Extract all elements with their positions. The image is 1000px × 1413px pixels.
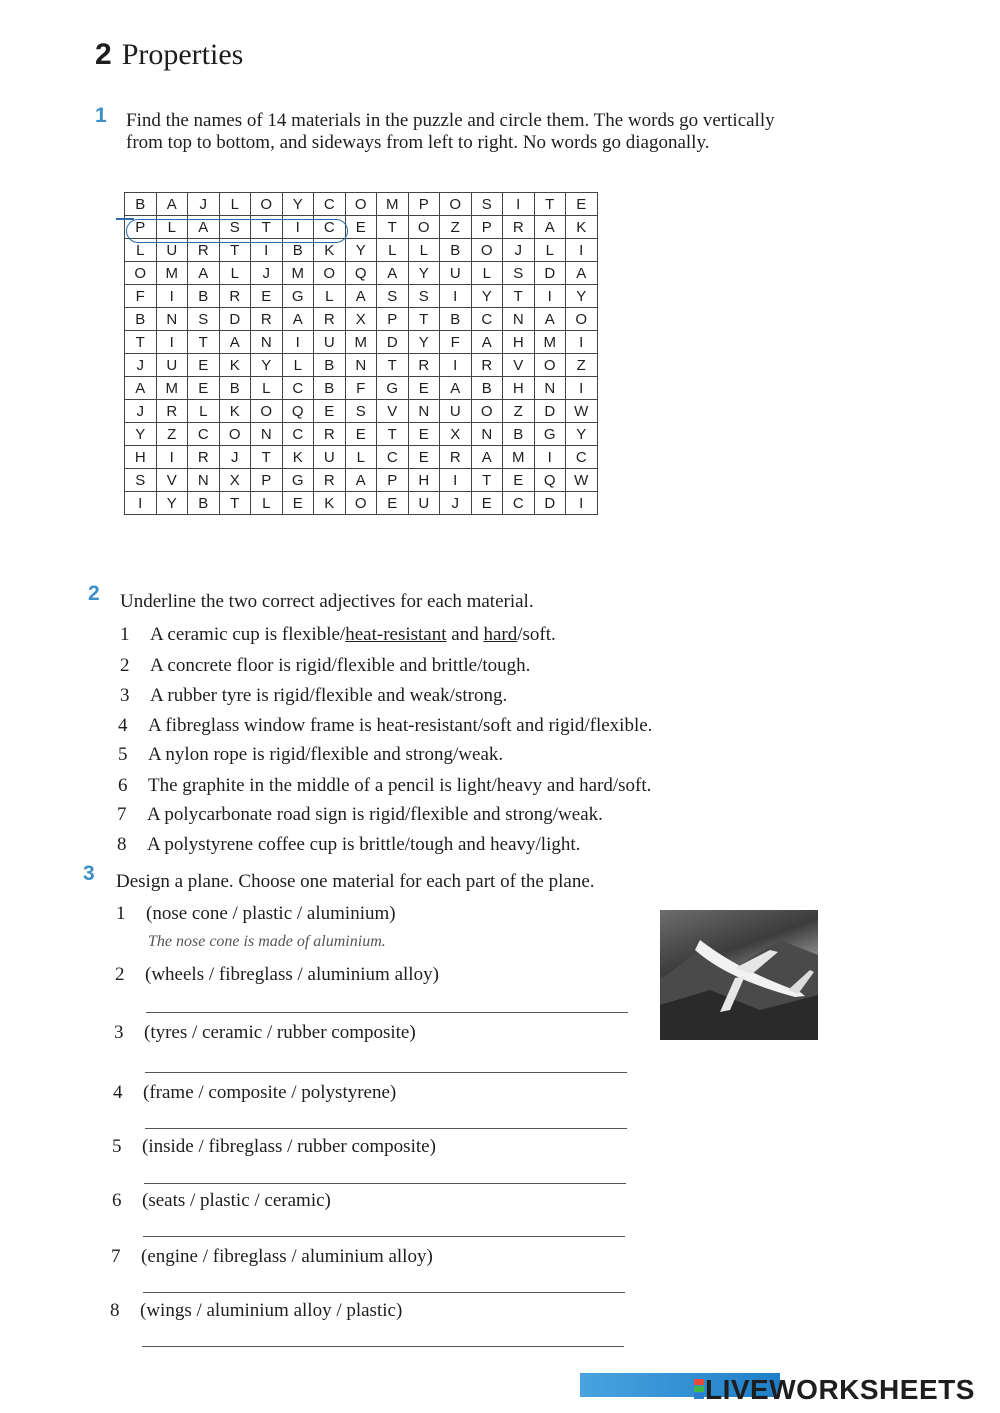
grid-cell[interactable]: B [188, 492, 220, 515]
grid-row [125, 308, 598, 331]
answer-line-8[interactable] [142, 1346, 624, 1347]
grid-cell[interactable]: R [219, 285, 251, 308]
grid-cell[interactable]: Z [440, 216, 472, 239]
grid-cell[interactable]: L [408, 239, 440, 262]
grid-cell[interactable]: I [534, 285, 566, 308]
grid-cell[interactable]: S [408, 285, 440, 308]
item-text: (nose cone / plastic / aluminium) [146, 903, 396, 924]
grid-cell[interactable]: C [282, 377, 314, 400]
grid-cell[interactable]: R [251, 308, 283, 331]
grid-cell[interactable]: V [156, 469, 188, 492]
item-text: (wheels / fibreglass / aluminium alloy) [145, 964, 439, 985]
grid-cell[interactable]: J [125, 354, 157, 377]
grid-cell[interactable]: K [314, 239, 346, 262]
grid-row [125, 423, 598, 446]
grid-cell[interactable]: K [219, 400, 251, 423]
grid-cell[interactable]: C [471, 308, 503, 331]
item-number: 5 [118, 744, 128, 765]
grid-cell[interactable]: Z [156, 423, 188, 446]
grid-cell[interactable]: I [440, 469, 472, 492]
grid-cell[interactable]: E [471, 492, 503, 515]
grid-cell[interactable]: B [219, 377, 251, 400]
grid-cell[interactable]: P [471, 216, 503, 239]
grid-cell[interactable]: L [156, 216, 188, 239]
grid-cell[interactable]: N [188, 469, 220, 492]
grid-cell[interactable]: R [314, 423, 346, 446]
grid-cell[interactable]: N [408, 400, 440, 423]
item-number: 1 [120, 624, 130, 645]
grid-cell[interactable]: G [377, 377, 409, 400]
grid-cell[interactable]: U [156, 354, 188, 377]
grid-cell[interactable]: A [440, 377, 472, 400]
grid-cell[interactable]: O [251, 400, 283, 423]
grid-cell[interactable]: L [219, 262, 251, 285]
grid-cell[interactable]: U [314, 446, 346, 469]
grid-cell[interactable]: D [377, 331, 409, 354]
grid-cell[interactable]: J [188, 193, 220, 216]
grid-cell[interactable]: U [440, 262, 472, 285]
grid-cell[interactable]: D [534, 492, 566, 515]
circle-stroke-tail [116, 218, 134, 220]
grid-cell[interactable]: U [314, 331, 346, 354]
grid-cell[interactable]: Y [251, 354, 283, 377]
grid-cell[interactable]: G [282, 469, 314, 492]
grid-cell[interactable]: U [408, 492, 440, 515]
section-number: 2 [95, 38, 112, 71]
grid-cell[interactable]: K [314, 492, 346, 515]
grid-cell[interactable]: N [471, 423, 503, 446]
grid-cell[interactable]: A [534, 216, 566, 239]
grid-cell[interactable]: C [314, 193, 346, 216]
grid-cell[interactable]: P [125, 216, 157, 239]
grid-cell[interactable]: N [156, 308, 188, 331]
grid-cell[interactable]: B [282, 239, 314, 262]
grid-cell[interactable]: D [534, 400, 566, 423]
grid-cell[interactable]: B [125, 193, 157, 216]
grid-row [125, 469, 598, 492]
item-number: 7 [111, 1246, 121, 1267]
grid-cell[interactable]: A [282, 308, 314, 331]
grid-cell[interactable]: X [345, 308, 377, 331]
grid-cell[interactable]: L [125, 239, 157, 262]
grid-cell[interactable]: L [282, 354, 314, 377]
item-text: A concrete floor is rigid/flexible and brittle/tough. [150, 655, 531, 676]
grid-cell[interactable]: Y [408, 262, 440, 285]
answer-line-3[interactable] [145, 1072, 627, 1073]
item-text: (inside / fibreglass / rubber composite) [142, 1136, 436, 1157]
grid-cell[interactable]: O [566, 308, 598, 331]
grid-cell[interactable]: C [282, 423, 314, 446]
plane-icon [660, 910, 818, 1040]
grid-cell[interactable]: R [188, 446, 220, 469]
item-number: 8 [110, 1300, 120, 1321]
grid-cell[interactable]: F [345, 377, 377, 400]
grid-cell[interactable]: A [188, 262, 220, 285]
grid-cell[interactable]: G [282, 285, 314, 308]
grid-cell[interactable]: B [314, 354, 346, 377]
grid-cell[interactable]: H [125, 446, 157, 469]
grid-cell[interactable]: E [188, 377, 220, 400]
item-text: A ceramic cup is flexible/heat-resistant and hard/soft. [150, 624, 556, 645]
grid-cell[interactable]: A [156, 193, 188, 216]
grid-cell[interactable]: T [408, 308, 440, 331]
grid-cell[interactable]: B [503, 423, 535, 446]
grid-cell[interactable]: L [471, 262, 503, 285]
grid-cell[interactable]: S [219, 216, 251, 239]
grid-cell[interactable]: B [471, 377, 503, 400]
grid-cell[interactable]: Y [125, 423, 157, 446]
grid-cell[interactable]: R [408, 354, 440, 377]
exercise-3-number: 3 [83, 862, 95, 885]
grid-cell[interactable]: Y [156, 492, 188, 515]
grid-cell[interactable]: Q [345, 262, 377, 285]
item-number: 6 [112, 1190, 122, 1211]
grid-cell[interactable]: O [534, 354, 566, 377]
grid-row [125, 262, 598, 285]
grid-cell[interactable]: A [188, 216, 220, 239]
grid-cell[interactable]: T [503, 285, 535, 308]
exercise-2-number: 2 [88, 582, 100, 605]
grid-cell[interactable]: M [156, 262, 188, 285]
grid-cell[interactable]: A [219, 331, 251, 354]
plastic-circle-mark [126, 219, 348, 243]
grid-cell[interactable]: R [314, 469, 346, 492]
grid-row [125, 377, 598, 400]
grid-cell[interactable]: T [534, 193, 566, 216]
item-text: The graphite in the middle of a pencil is light/heavy and hard/soft. [148, 775, 652, 796]
grid-cell[interactable]: O [251, 193, 283, 216]
grid-cell[interactable]: C [566, 446, 598, 469]
grid-cell[interactable]: I [282, 331, 314, 354]
grid-cell[interactable]: I [251, 239, 283, 262]
grid-cell[interactable]: O [219, 423, 251, 446]
grid-cell[interactable]: P [408, 193, 440, 216]
grid-cell[interactable]: B [314, 377, 346, 400]
grid-cell[interactable]: S [188, 308, 220, 331]
grid-cell[interactable]: N [345, 354, 377, 377]
grid-cell[interactable]: E [345, 423, 377, 446]
grid-cell[interactable]: Y [345, 239, 377, 262]
grid-cell[interactable]: O [125, 262, 157, 285]
grid-cell[interactable]: A [345, 285, 377, 308]
grid-cell[interactable]: C [314, 216, 346, 239]
item-text: (seats / plastic / ceramic) [142, 1190, 331, 1211]
grid-row [125, 354, 598, 377]
grid-cell[interactable]: A [377, 262, 409, 285]
grid-cell[interactable]: M [282, 262, 314, 285]
grid-cell[interactable]: P [377, 469, 409, 492]
grid-cell[interactable]: D [219, 308, 251, 331]
grid-cell[interactable]: E [282, 492, 314, 515]
grid-cell[interactable]: L [188, 400, 220, 423]
underlined-answer: heat-resistant [345, 624, 447, 645]
grid-cell[interactable]: C [377, 446, 409, 469]
grid-cell[interactable]: K [219, 354, 251, 377]
grid-cell[interactable]: C [503, 492, 535, 515]
grid-cell[interactable]: O [471, 239, 503, 262]
liveworksheets-logo-icon [694, 1379, 704, 1399]
grid-cell[interactable]: K [566, 216, 598, 239]
grid-cell[interactable]: O [345, 492, 377, 515]
grid-cell[interactable]: O [345, 193, 377, 216]
grid-cell[interactable]: R [314, 308, 346, 331]
grid-cell[interactable]: Z [566, 354, 598, 377]
grid-cell[interactable]: B [125, 308, 157, 331]
grid-cell[interactable]: A [566, 262, 598, 285]
grid-cell[interactable]: Y [471, 285, 503, 308]
exercise-3-instruction: Design a plane. Choose one material for each part of the plane. [116, 871, 595, 892]
item-text: (wings / aluminium alloy / plastic) [140, 1300, 403, 1321]
grid-cell[interactable]: T [471, 469, 503, 492]
item-number: 2 [120, 655, 130, 676]
item-number: 3 [120, 685, 130, 706]
grid-cell[interactable]: L [345, 446, 377, 469]
grid-cell[interactable]: L [251, 492, 283, 515]
grid-cell[interactable]: Y [566, 285, 598, 308]
grid-cell[interactable]: N [251, 331, 283, 354]
grid-cell[interactable]: J [251, 262, 283, 285]
grid-cell[interactable]: T [377, 423, 409, 446]
grid-cell[interactable]: I [440, 285, 472, 308]
grid-cell[interactable]: L [377, 239, 409, 262]
grid-cell[interactable]: Q [282, 400, 314, 423]
item-text: (tyres / ceramic / rubber composite) [144, 1022, 416, 1043]
exercise-2-instruction: Underline the two correct adjectives for each material. [120, 591, 534, 612]
item-number: 8 [117, 834, 127, 855]
grid-cell[interactable]: S [503, 262, 535, 285]
item-number: 5 [112, 1136, 122, 1157]
grid-cell[interactable]: A [471, 331, 503, 354]
grid-cell[interactable]: M [345, 331, 377, 354]
grid-cell[interactable]: E [345, 216, 377, 239]
exercise-1-instruction: Find the names of 14 materials in the puzzle and circle them. The words go vertically from top to bottom, and sideways from left to right. No words go diagonally. [126, 110, 775, 153]
grid-cell[interactable]: T [219, 492, 251, 515]
grid-row [125, 492, 598, 515]
grid-row [125, 446, 598, 469]
grid-cell[interactable]: M [377, 193, 409, 216]
grid-cell[interactable]: V [503, 354, 535, 377]
grid-cell[interactable]: J [219, 446, 251, 469]
grid-row [125, 285, 598, 308]
grid-cell[interactable]: I [534, 446, 566, 469]
grid-cell[interactable]: R [471, 354, 503, 377]
grid-cell[interactable]: B [440, 308, 472, 331]
example-answer: The nose cone is made of aluminium. [148, 933, 386, 950]
grid-cell[interactable]: M [503, 446, 535, 469]
grid-cell[interactable]: O [314, 262, 346, 285]
grid-cell[interactable]: B [188, 285, 220, 308]
grid-cell[interactable]: A [125, 377, 157, 400]
grid-cell[interactable]: T [251, 216, 283, 239]
grid-cell[interactable]: M [156, 377, 188, 400]
grid-cell[interactable]: R [440, 446, 472, 469]
grid-cell[interactable]: H [408, 469, 440, 492]
exercise-1-number: 1 [95, 104, 107, 127]
grid-cell[interactable]: W [566, 400, 598, 423]
answer-line-6[interactable] [143, 1236, 625, 1237]
underlined-answer: hard [483, 624, 518, 645]
grid-cell[interactable]: Q [534, 469, 566, 492]
grid-cell[interactable]: N [251, 423, 283, 446]
grid-cell[interactable]: T [251, 446, 283, 469]
grid-cell[interactable]: J [440, 492, 472, 515]
grid-cell[interactable]: F [125, 285, 157, 308]
grid-cell[interactable]: S [125, 469, 157, 492]
item-number: 4 [118, 715, 128, 736]
answer-line-5[interactable] [144, 1183, 626, 1184]
grid-cell[interactable]: E [377, 492, 409, 515]
grid-cell[interactable]: R [188, 239, 220, 262]
item-text: A fibreglass window frame is heat-resistant/soft and rigid/flexible. [148, 715, 653, 736]
grid-cell[interactable]: Y [408, 331, 440, 354]
grid-cell[interactable]: G [534, 423, 566, 446]
item-number: 7 [117, 804, 127, 825]
liveworksheets-watermark: LIVEWORKSHEETS [705, 1374, 975, 1405]
grid-cell[interactable]: H [503, 331, 535, 354]
grid-cell[interactable]: E [408, 423, 440, 446]
plane-photo [660, 910, 818, 1040]
answer-line-4[interactable] [145, 1128, 627, 1129]
grid-cell[interactable]: L [219, 193, 251, 216]
grid-cell[interactable]: D [534, 262, 566, 285]
grid-cell[interactable]: L [251, 377, 283, 400]
grid-cell[interactable]: S [377, 285, 409, 308]
grid-cell[interactable]: E [408, 377, 440, 400]
grid-cell[interactable]: H [503, 377, 535, 400]
grid-cell[interactable]: I [156, 285, 188, 308]
item-text: (engine / fibreglass / aluminium alloy) [141, 1246, 433, 1267]
grid-cell[interactable]: T [377, 354, 409, 377]
grid-cell[interactable]: K [282, 446, 314, 469]
grid-cell[interactable]: R [503, 216, 535, 239]
item-number: 1 [116, 903, 126, 924]
grid-cell[interactable]: V [377, 400, 409, 423]
grid-cell[interactable]: Y [566, 423, 598, 446]
grid-cell[interactable]: R [156, 400, 188, 423]
answer-line-2[interactable] [146, 1012, 628, 1013]
item-number: 2 [115, 964, 125, 985]
grid-cell[interactable]: O [471, 400, 503, 423]
item-number: 6 [118, 775, 128, 796]
page-title [95, 38, 243, 72]
grid-cell[interactable]: J [125, 400, 157, 423]
grid-cell[interactable]: S [345, 400, 377, 423]
grid-cell[interactable]: I [566, 377, 598, 400]
grid-cell[interactable]: O [440, 193, 472, 216]
answer-line-7[interactable] [143, 1292, 625, 1293]
grid-cell[interactable]: L [314, 285, 346, 308]
grid-cell[interactable]: P [251, 469, 283, 492]
item-number: 4 [113, 1082, 123, 1103]
grid-cell[interactable]: B [440, 239, 472, 262]
grid-row [125, 400, 598, 423]
grid-cell[interactable]: X [219, 469, 251, 492]
grid-cell[interactable]: W [566, 469, 598, 492]
grid-cell[interactable]: I [503, 193, 535, 216]
grid-cell[interactable]: U [440, 400, 472, 423]
grid-cell[interactable]: Z [503, 400, 535, 423]
grid-cell[interactable]: X [440, 423, 472, 446]
grid-cell[interactable]: I [566, 331, 598, 354]
grid-cell[interactable]: T [188, 331, 220, 354]
grid-cell[interactable]: T [125, 331, 157, 354]
item-text: A nylon rope is rigid/flexible and strong/weak. [148, 744, 504, 765]
item-text: A rubber tyre is rigid/flexible and weak/strong. [150, 685, 508, 706]
grid-cell[interactable]: T [219, 239, 251, 262]
grid-cell[interactable]: A [534, 308, 566, 331]
grid-cell[interactable]: S [471, 193, 503, 216]
grid-cell[interactable]: E [566, 193, 598, 216]
grid-row [125, 331, 598, 354]
grid-cell[interactable]: I [440, 354, 472, 377]
grid-cell[interactable]: P [377, 308, 409, 331]
grid-cell[interactable]: N [534, 377, 566, 400]
grid-cell[interactable]: I [125, 492, 157, 515]
grid-cell[interactable]: U [156, 239, 188, 262]
grid-cell[interactable]: M [534, 331, 566, 354]
grid-cell[interactable]: E [251, 285, 283, 308]
grid-cell[interactable]: I [566, 492, 598, 515]
section-title: Properties [121, 38, 244, 71]
grid-cell[interactable]: J [503, 239, 535, 262]
grid-cell[interactable]: E [503, 469, 535, 492]
grid-cell[interactable]: T [377, 216, 409, 239]
grid-cell[interactable]: F [440, 331, 472, 354]
grid-cell[interactable]: I [156, 446, 188, 469]
item-number: 3 [114, 1022, 124, 1043]
grid-cell[interactable]: E [188, 354, 220, 377]
item-text: A polycarbonate road sign is rigid/flexible and strong/weak. [147, 804, 603, 825]
grid-cell[interactable]: A [471, 446, 503, 469]
grid-cell[interactable]: E [408, 446, 440, 469]
grid-cell[interactable]: E [314, 400, 346, 423]
grid-cell[interactable]: I [566, 239, 598, 262]
grid-cell[interactable]: Y [282, 193, 314, 216]
grid-cell[interactable]: I [156, 331, 188, 354]
grid-cell[interactable]: L [534, 239, 566, 262]
grid-cell[interactable]: O [408, 216, 440, 239]
grid-row [125, 193, 598, 216]
grid-cell[interactable]: C [188, 423, 220, 446]
item-text: A polystyrene coffee cup is brittle/tough and heavy/light. [147, 834, 581, 855]
item-text: (frame / composite / polystyrene) [143, 1082, 397, 1103]
grid-cell[interactable]: I [282, 216, 314, 239]
grid-cell[interactable]: A [345, 469, 377, 492]
grid-cell[interactable]: N [503, 308, 535, 331]
